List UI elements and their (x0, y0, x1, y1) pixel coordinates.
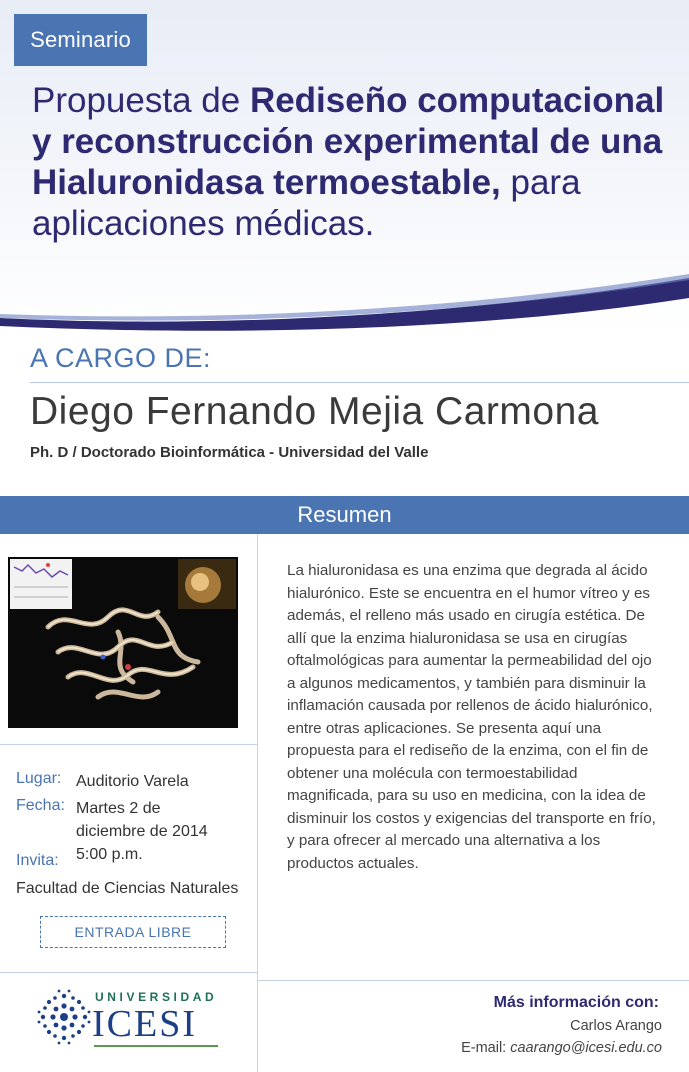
invita-label: Invita: (16, 852, 59, 869)
email-link[interactable]: caarango@icesi.edu.co (510, 1040, 662, 1056)
title-part-2: para aplicaciones médicas. (32, 163, 581, 243)
free-entry-badge: ENTRADA LIBRE (40, 916, 226, 948)
lugar-label: Lugar: (16, 770, 62, 787)
invita-value: Facultad de Ciencias Naturales (16, 880, 239, 897)
divider (0, 972, 257, 973)
contact-email (461, 1040, 662, 1056)
column-divider (257, 534, 258, 1072)
divider (258, 980, 689, 981)
speaker-name: Diego Fernando Mejia Carmona (30, 390, 599, 433)
seminar-tag: Seminario (14, 14, 147, 66)
resumen-text: La hialuronidasa es una enzima que degrada al ácido hialurónico. Este se encuentra en el humor vítreo y es además, el relleno más usado en cirugía estética. De allí que la enzima hialuronidasa se usa en cirugías oftalmológicas para aumentar la permeabilidad del ojo a algunos medicamentos, y también para disminuir la inflamación causada por rellenos de ácido hialurónico, entre otras aplicaciones. Se presenta aquí una propuesta para el rediseño de la enzima, con el fin de obtener una molécula con termoestabilidad magnificada, para su uso en medicina, con la idea de disminuir los costos y exigencias del transporte en frío, y para ofrecer al mercado una alternativa a los productos actuales. (287, 562, 656, 872)
fecha-label: Fecha: (16, 797, 65, 814)
fecha-value: Martes 2 de diciembre de 2014 (76, 800, 208, 840)
header-swoosh (0, 270, 689, 340)
divider (0, 744, 257, 745)
contact-name: Carlos Arango (570, 1018, 662, 1034)
speaker-credentials: Ph. D / Doctorado Bioinformática - Universidad del Valle (30, 444, 429, 461)
resumen-title: Resumen (297, 502, 392, 527)
seminar-title (32, 80, 682, 244)
title-bold: Rediseño computacional y reconstrucción experimental de una Hialuronidasa termoestable, (32, 81, 665, 202)
logo-university-text: UNIVERSIDAD (95, 990, 218, 1004)
title-part-1: Propuesta de (32, 81, 250, 120)
logo-name-text: ICESI (92, 1003, 197, 1045)
email-label: E-mail: (461, 1040, 511, 1056)
divider (30, 382, 689, 383)
logo-underline (94, 1045, 218, 1047)
hora-value: 5:00 p.m. (76, 846, 143, 863)
contact-title: Más información con: (493, 994, 659, 1011)
lugar-value: Auditorio Varela (76, 773, 189, 790)
protein-structure-image (8, 557, 238, 728)
icesi-seal-icon (34, 986, 94, 1048)
speaker-label: A CARGO DE: (30, 343, 212, 373)
